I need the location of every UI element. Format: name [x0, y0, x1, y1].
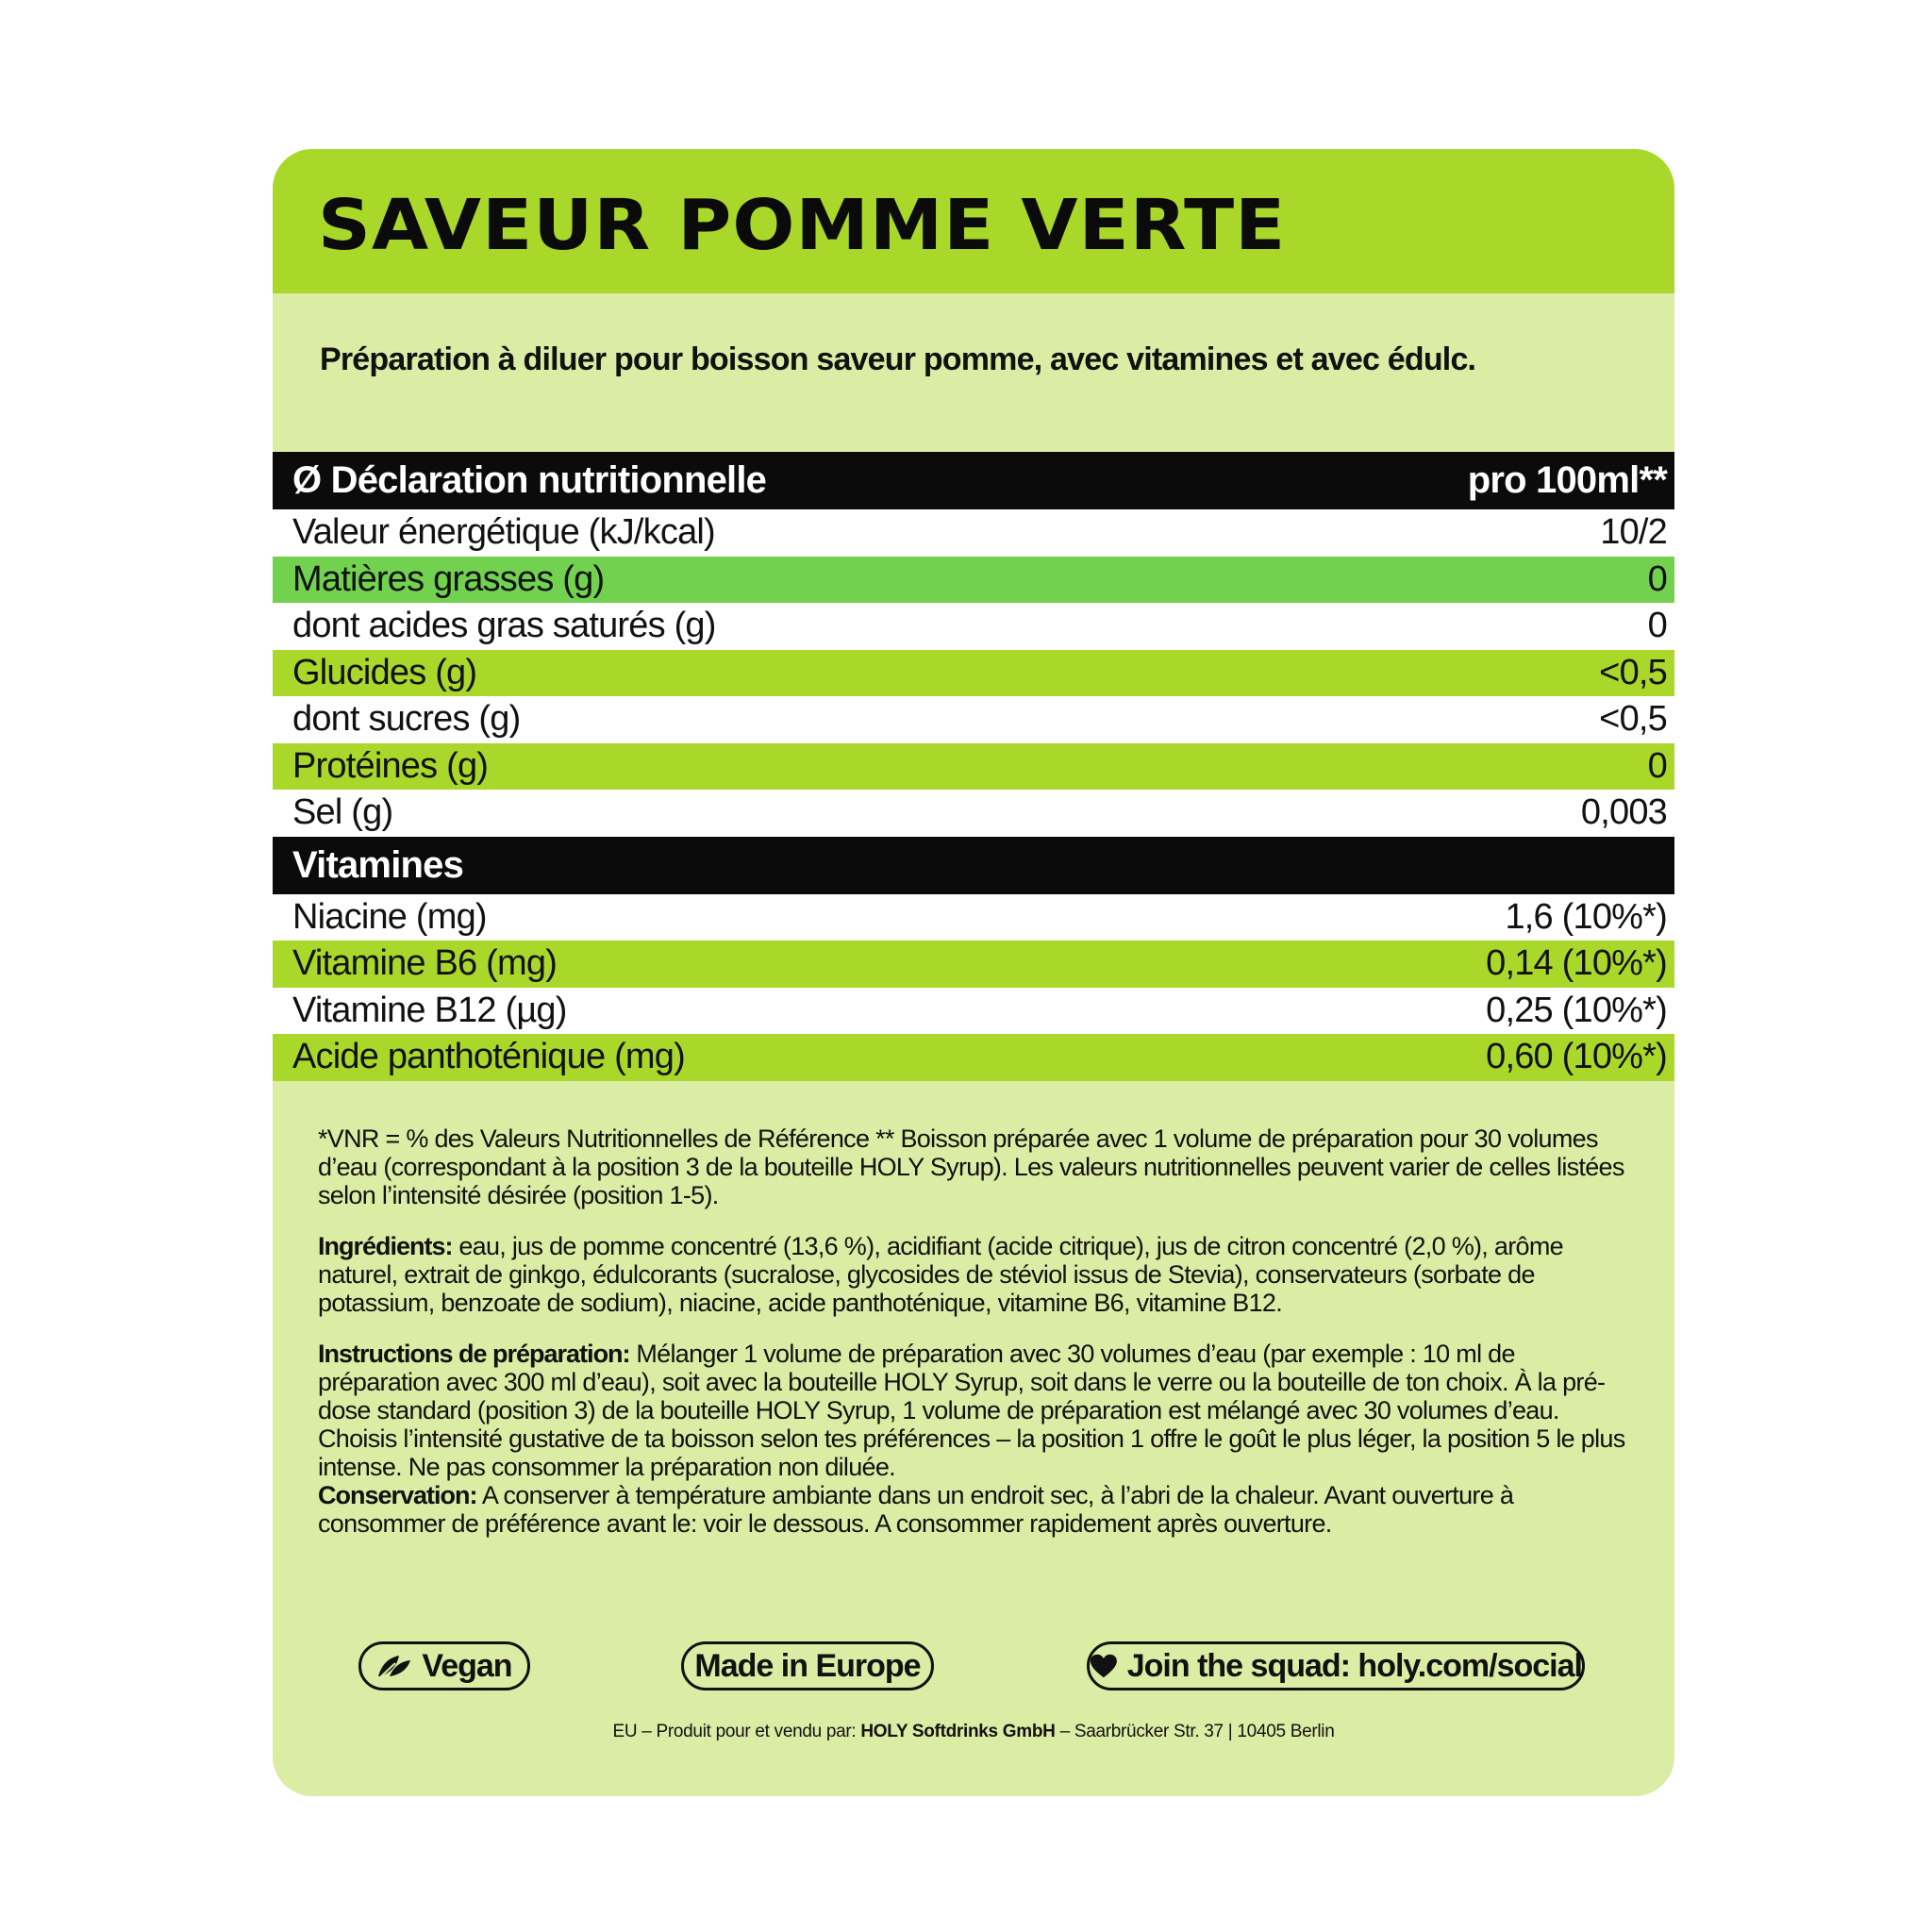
made-in-europe-label: Made in Europe [694, 1647, 921, 1684]
footer-address: – Saarbrücker Str. 37 | 10405 Berlin [1059, 1722, 1335, 1741]
nutrition-table [273, 452, 1674, 1081]
table-row [273, 557, 1674, 604]
row-label: Glucides (g) [292, 652, 477, 692]
table-row [273, 696, 1674, 743]
row-value: 0,14 (10%*) [1486, 943, 1667, 984]
badges-row [273, 1641, 1674, 1698]
heart-icon [1090, 1652, 1118, 1680]
instructions-paragraph [318, 1340, 1629, 1481]
ingredients-paragraph [318, 1232, 1629, 1317]
table-row [273, 509, 1674, 557]
table-row [273, 603, 1674, 650]
vitamins-header-row [273, 837, 1674, 894]
table-row [273, 941, 1674, 988]
producer-footer [273, 1722, 1674, 1742]
row-value: 1,6 (10%*) [1505, 896, 1667, 937]
row-value: <0,5 [1599, 699, 1667, 740]
label-notes [318, 1124, 1629, 1538]
row-value: 0,003 [1580, 792, 1667, 833]
instructions-text: Mélanger 1 volume de préparation avec 30 volumes d’eau (par exemple : 10 ml de préparation avec 300 ml d’eau), soit avec la bouteille HOLY Syrup, soit dans le verre ou la bouteille de ton choix. À la pré-dose standard (position 3) de la bouteille HOLY Syrup, 1 volume de préparation est mélangé avec 30 volumes d’eau. Choisis l’intensité gustative de ta boisson selon tes préférences – la position 1 offre le goût le plus léger, la position 5 le plus intense. Ne pas consommer la préparation non diluée. [318, 1340, 1625, 1481]
row-value: 0,25 (10%*) [1486, 990, 1667, 1030]
join-squad-badge [1087, 1641, 1585, 1690]
nutrition-label-card [273, 149, 1674, 1796]
product-title: SAVEUR POMME VERTE [318, 185, 1287, 266]
table-row [273, 988, 1674, 1035]
row-label: Vitamine B6 (mg) [292, 943, 558, 984]
conservation-label: Conservation: [318, 1481, 477, 1509]
table-row [273, 650, 1674, 697]
vitamins-header-label: Vitamines [292, 843, 464, 886]
conservation-paragraph [318, 1481, 1629, 1538]
title-banner [273, 149, 1674, 293]
vegan-badge [358, 1641, 530, 1690]
vegan-label: Vegan [422, 1647, 512, 1684]
row-label: Sel (g) [292, 792, 393, 833]
row-label: Vitamine B12 (µg) [292, 990, 567, 1030]
conservation-text: A conserver à température ambiante dans un endroit sec, à l’abri de la chaleur. Avant ouverture à consommer de préférence avant le: voir le dessous. A consommer rapidement après ouverture. [318, 1481, 1514, 1538]
row-label: Valeur énergétique (kJ/kcal) [292, 512, 715, 553]
row-label: dont sucres (g) [292, 699, 521, 740]
row-value: 10/2 [1600, 512, 1667, 553]
table-row [273, 1034, 1674, 1081]
instructions-label: Instructions de préparation: [318, 1340, 630, 1368]
product-description: Préparation à diluer pour boisson saveur pomme, avec vitamines et avec édulc. [320, 341, 1476, 377]
row-label: Niacine (mg) [292, 896, 487, 937]
made-in-europe-badge [681, 1641, 934, 1690]
leaf-icon [376, 1652, 412, 1680]
row-value: 0,60 (10%*) [1486, 1037, 1667, 1077]
join-squad-label: Join the squad: holy.com/social [1126, 1647, 1582, 1684]
nutrition-header-label: Ø Déclaration nutritionnelle [292, 459, 767, 501]
footer-prefix: EU – Produit pour et vendu par: [612, 1722, 857, 1741]
nutrition-header-value: pro 100ml** [1467, 459, 1667, 501]
ingredients-label: Ingrédients: [318, 1232, 453, 1260]
table-row [273, 790, 1674, 837]
row-value: <0,5 [1599, 652, 1667, 692]
table-row [273, 894, 1674, 941]
row-label: Protéines (g) [292, 745, 489, 786]
vnr-note: *VNR = % des Valeurs Nutritionnelles de Référence ** Boisson préparée avec 1 volume de préparation pour 30 volumes d’eau (correspondant à la position 3 de la bouteille HOLY Syrup). Les valeurs nutritionnelles peuvent varier de celles listées selon l’intensité désirée (position 1-5). [318, 1124, 1624, 1209]
row-label: Matières grasses (g) [292, 558, 605, 599]
row-label: dont acides gras saturés (g) [292, 606, 716, 646]
row-value: 0 [1647, 745, 1667, 786]
nutrition-header-row [273, 452, 1674, 509]
row-label: Acide panthoténique (mg) [292, 1037, 685, 1077]
footer-company: HOLY Softdrinks GmbH [860, 1722, 1056, 1741]
table-row [273, 743, 1674, 791]
row-value: 0 [1647, 558, 1667, 599]
row-value: 0 [1647, 606, 1667, 646]
ingredients-text: eau, jus de pomme concentré (13,6 %), acidifiant (acide citrique), jus de citron concentré (2,0 %), arôme naturel, extrait de ginkgo, édulcorants (sucralose, glycosides de stéviol issus de Stevia), conservateurs (sorbate de potassium, benzoate de sodium), niacine, acide panthoténique, vitamine B6, vitamine B12. [318, 1232, 1563, 1317]
